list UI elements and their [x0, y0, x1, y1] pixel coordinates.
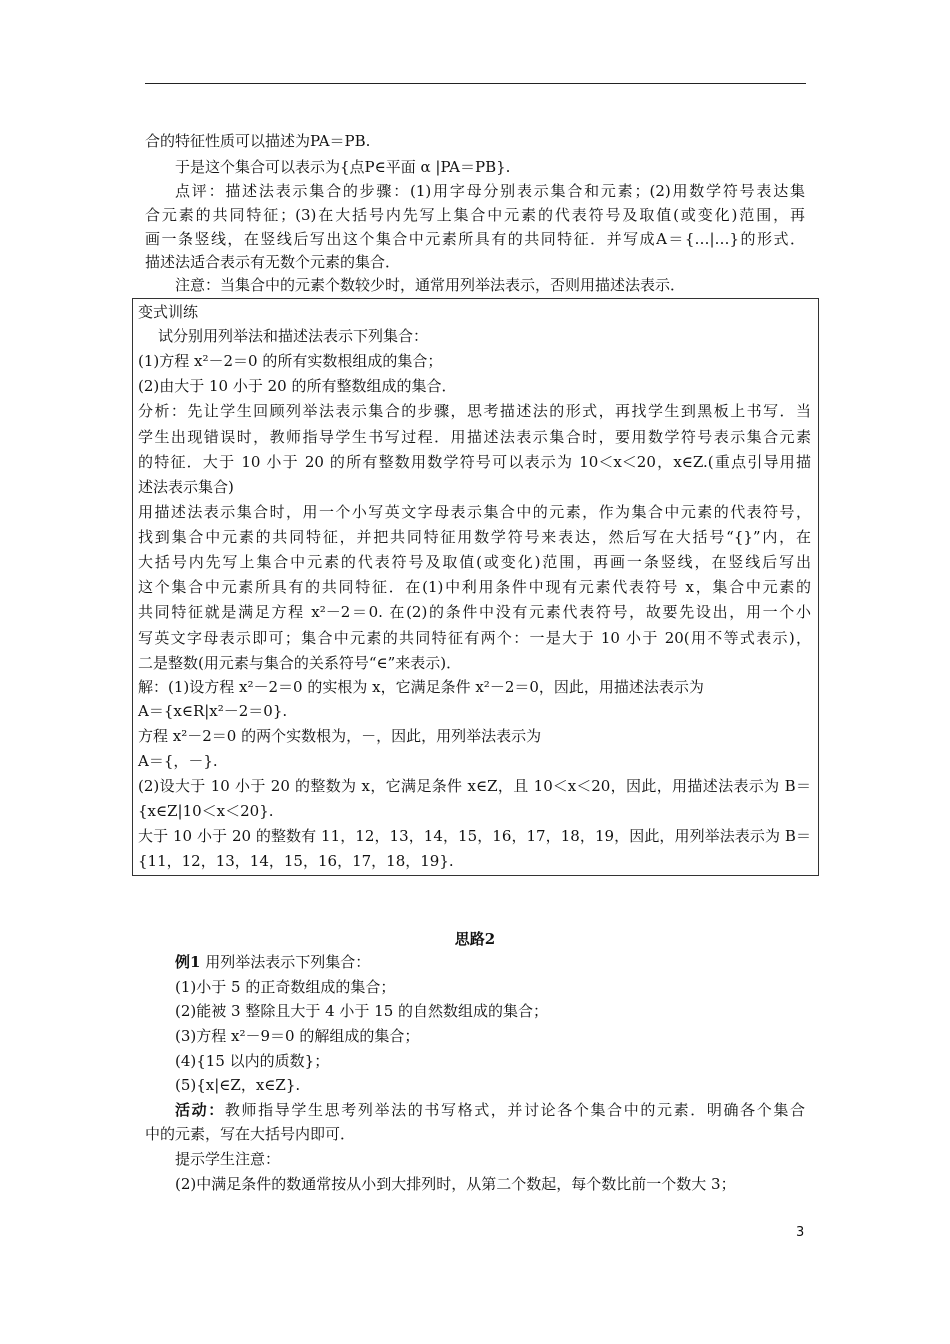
text-line: A＝{，－}. — [138, 752, 218, 770]
page-number: 3 — [796, 1225, 805, 1240]
text-line: 于是这个集合可以表示为{点P∈平面 α |PA＝PB}. — [175, 158, 511, 176]
text-line: (2)由大于 10 小于 20 的所有整数组成的集合． — [138, 377, 457, 395]
text-line: 大括号内先写上集合中元素的代表符号及取值(或变化)范围，再画一条竖线，在竖线后写出 — [138, 553, 811, 571]
header-rule — [145, 83, 806, 84]
list-item: (4){15 以内的质数}； — [175, 1052, 330, 1070]
activity-label: 活动： — [175, 1101, 225, 1119]
text-line: 述法表示集合) — [138, 478, 234, 496]
text-line: 共同特征就是满足方程 x²－2＝0. 在(2)的条件中没有元素代表符号，故要先设出，用一个小 — [138, 603, 811, 621]
text-line: (2)中满足条件的数通常按从小到大排列时，从第二个数起，每个数比前一个数大 3； — [175, 1175, 736, 1193]
example-text: 用列举法表示下列集合： — [200, 953, 371, 971]
activity-text: 教师指导学生思考列举法的书写格式，并讨论各个集合中的元素．明确各个集合 — [224, 1101, 805, 1119]
text-line: 找到集合中元素的共同特征，并把共同特征用数学符号来表达，然后写在大括号“{}”内，在 — [138, 528, 811, 546]
text-line: 提示学生注意： — [175, 1150, 281, 1168]
text-line: 注意：当集合中的元素个数较少时，通常用列举法表示，否则用描述法表示． — [175, 276, 686, 294]
text-line: {x∈Z|10＜x＜20}. — [138, 802, 274, 820]
text-line: 大于 10 小于 20 的整数有 11，12，13，14，15，16，17，18，19，因此，用列举法表示为 B＝ — [138, 827, 811, 845]
box-title: 变式训练 — [138, 303, 199, 321]
text-line: A＝{x∈R|x²－2＝0}. — [138, 702, 288, 720]
text-line: {11，12，13，14，15，16，17，18，19}. — [138, 852, 454, 870]
list-item: (5){x|∈Z，x∈Z}. — [175, 1076, 301, 1094]
text-line: 这个集合中元素所具有的共同特征．在(1)中利用条件中现有元素代表符号 x，集合中元素的 — [138, 578, 811, 596]
text-line: 试分别用列举法和描述法表示下列集合： — [158, 327, 429, 345]
text-line: 二是整数(用元素与集合的关系符号“∈”来表示)． — [138, 654, 462, 672]
text-line: (2)设大于 10 小于 20 的整数为 x，它满足条件 x∈Z，且 10＜x＜20，因此，用描述法表示为 B＝ — [138, 777, 811, 795]
activity-line — [175, 1100, 805, 1120]
text-line: 用描述法表示集合时，用一个小写英文字母表示集合中的元素，作为集合中元素的代表符号， — [138, 503, 811, 521]
section-heading: 思路2 — [454, 930, 496, 948]
text-line: 合元素的共同特征；(3)在大括号内先写上集合中元素的代表符号及取值(或变化)范围，再 — [145, 206, 805, 224]
text-line: 写英文字母表示即可；集合中元素的共同特征有两个：一是大于 10 小于 20(用不等式表示)， — [138, 629, 811, 647]
list-item: (3)方程 x²－9＝0 的解组成的集合； — [175, 1027, 420, 1045]
text-line: 画一条竖线，在竖线后写出这个集合中元素所具有的共同特征．并写成A＝{…|…}的形式． — [145, 230, 805, 248]
list-item: (1)小于 5 的正奇数组成的集合； — [175, 978, 396, 996]
text-line: 描述法适合表示有无数个元素的集合． — [145, 253, 401, 271]
text-line: 学生出现错误时，教师指导学生书写过程．用描述法表示集合时，要用数学符号表示集合元素 — [138, 428, 811, 446]
list-item: (2)能被 3 整除且大于 4 小于 15 的自然数组成的集合； — [175, 1002, 549, 1020]
text-line: 合的特征性质可以描述为PA＝PB. — [145, 132, 371, 150]
text-line: 分析：先让学生回顾列举法表示集合的步骤，思考描述法的形式，再找学生到黑板上书写．当 — [138, 402, 811, 420]
example-label: 例1 — [175, 953, 201, 971]
text-line: (1)方程 x²－2＝0 的所有实数根组成的集合； — [138, 352, 443, 370]
text-line: 方程 x²－2＝0 的两个实数根为，－，因此，用列举法表示为 — [138, 727, 542, 745]
example-line — [175, 952, 370, 972]
text-line: 点评：描述法表示集合的步骤：(1)用字母分别表示集合和元素；(2)用数学符号表达集 — [175, 182, 805, 200]
text-line: 中的元素，写在大括号内即可． — [145, 1125, 356, 1143]
text-line: 解：(1)设方程 x²－2＝0 的实根为 x，它满足条件 x²－2＝0，因此，用描述法表示为 — [138, 678, 704, 696]
text-line: 的特征．大于 10 小于 20 的所有整数用数学符号可以表示为 10＜x＜20，x∈Z.(重点引导用描 — [138, 453, 811, 471]
